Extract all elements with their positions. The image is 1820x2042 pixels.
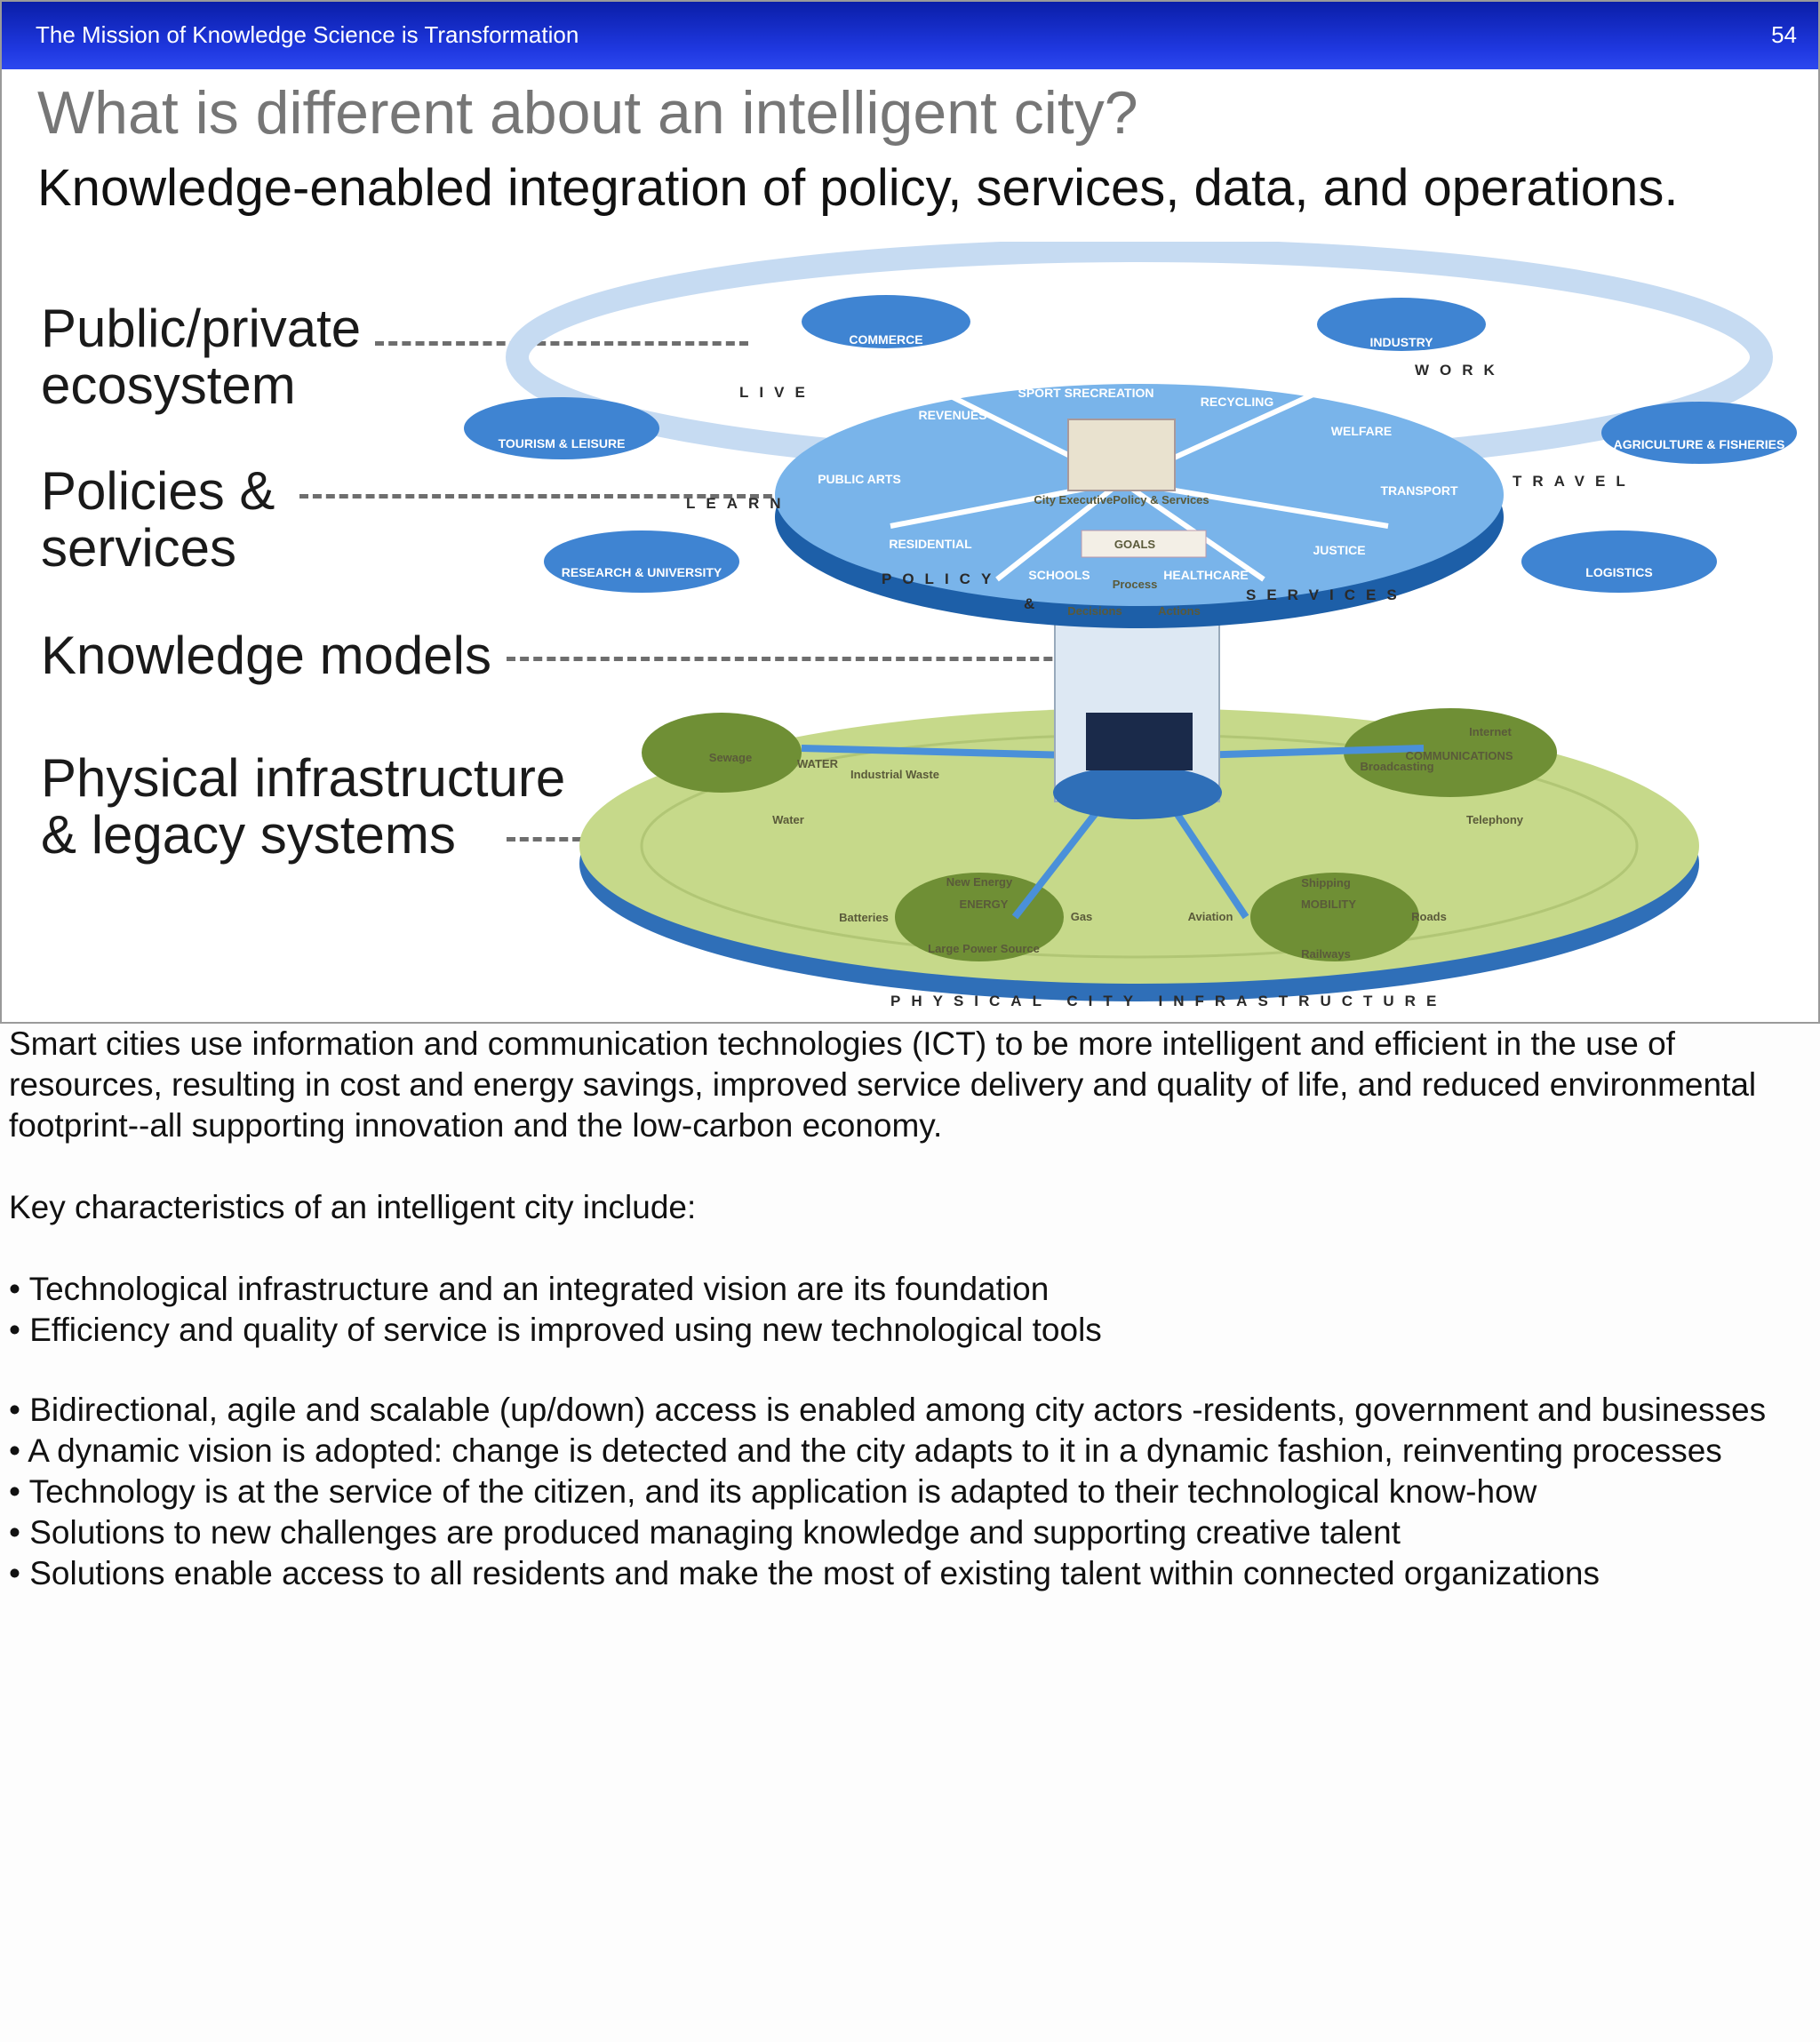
notes-intro: Smart cities use information and communication technologies (ICT) to be more intelligent and efficient in the use of resources, resulting in cost and energy savings, improved service delivery and quality of life, and reduced environmental footprint--all supporting innovation and the low-carbon economy.: [9, 1025, 1757, 1144]
ring-word-work: WORK: [1415, 362, 1505, 379]
label-ecosystem: [41, 300, 361, 414]
ring-word-learn: LEARN: [686, 495, 792, 512]
infra-roads: Roads: [1411, 910, 1447, 923]
center-process: Process: [1112, 578, 1158, 591]
slide-subtitle: Knowledge-enabled integration of policy, services, data, and operations.: [37, 159, 1679, 217]
policy-schools: SCHOOLS: [1028, 568, 1090, 582]
infra-internet: Internet: [1469, 725, 1512, 738]
infra-water: Water: [772, 813, 804, 826]
node-research-university: RESEARCH & UNIVERSITY: [561, 565, 722, 579]
smart-city-diagram-svg: [446, 242, 1820, 1024]
infra-telephony: Telephony: [1465, 813, 1524, 826]
center-goals: GOALS: [1114, 538, 1156, 551]
notes-bullet: • Solutions enable access to all residents and make the most of existing talent within connected organizations: [9, 1555, 1600, 1591]
header-title: The Mission of Knowledge Science is Transformation: [36, 21, 579, 48]
policy-public-arts: PUBLIC ARTS: [818, 472, 901, 486]
infra-batteries: Batteries: [839, 911, 889, 924]
label-physical-line1: Physical infrastructure: [41, 748, 566, 808]
server-icon: [1086, 713, 1193, 770]
infra-rim-label: PHYSICAL CITY INFRASTRUCTURE: [890, 993, 1448, 1009]
label-ecosystem-line1: Public/private: [41, 299, 362, 358]
center-actions: Actions: [1158, 604, 1201, 618]
city-hall-icon: [1068, 419, 1175, 491]
notes-bullet: • Technology is at the service of the citizen, and its application is adapted to their technological know-how: [9, 1473, 1537, 1510]
infra-shipping: Shipping: [1301, 876, 1351, 889]
infra-mobility: MOBILITY: [1300, 897, 1357, 911]
center-decisions: Decisions: [1067, 604, 1122, 618]
notes-bullet: • Technological infrastructure and an integrated vision are its foundation: [9, 1271, 1050, 1307]
policy-sport-recreation: SPORT SRECREATION: [1018, 386, 1154, 400]
infra-industrial-waste: Industrial Waste: [850, 768, 939, 781]
policy-welfare: WELFARE: [1330, 424, 1393, 438]
label-ecosystem-line2: ecosystem: [41, 355, 296, 415]
notes-bullet: • Efficiency and quality of service is improved using new technological tools: [9, 1312, 1102, 1348]
label-policies-line2: services: [41, 518, 237, 578]
ring-word-travel: TRAVEL: [1513, 473, 1636, 490]
infra-large-power-source: Large Power Source: [928, 942, 1040, 955]
page-number: 54: [1771, 21, 1797, 48]
label-policies: [41, 463, 275, 577]
policy-revenues: REVENUES: [918, 408, 987, 422]
policy-recycling: RECYCLING: [1200, 395, 1274, 409]
policy-rim-amp: &: [1024, 595, 1046, 612]
label-policies-line1: Policies &: [41, 461, 275, 521]
node-tourism-leisure: TOURISM & LEISURE: [498, 436, 626, 451]
label-knowledge-models: Knowledge models: [41, 626, 491, 685]
infra-new-energy: New Energy: [946, 875, 1013, 889]
speaker-notes: [9, 1024, 1813, 1594]
notes-bullet: • A dynamic vision is adopted: change is detected and the city adapts to it in a dynamic fashion, reinventing processes: [9, 1432, 1722, 1469]
infra-railways: Railways: [1301, 947, 1351, 961]
center-label: City ExecutivePolicy & Services: [1034, 493, 1209, 507]
infra-water-cluster: WATER: [797, 757, 838, 770]
node-commerce: COMMERCE: [849, 332, 923, 347]
smart-city-diagram: [446, 242, 1820, 1024]
infra-sewage: Sewage: [708, 751, 753, 764]
node-industry: INDUSTRY: [1369, 335, 1433, 349]
pillar-base: [1053, 766, 1222, 819]
notes-bullet: • Solutions to new challenges are produced managing knowledge and supporting creative talent: [9, 1514, 1401, 1551]
notes-key-heading: Key characteristics of an intelligent city include:: [9, 1189, 697, 1225]
slide-header-bar: [2, 2, 1820, 69]
infra-aviation: Aviation: [1187, 910, 1233, 923]
policy-rim-services: SERVICES: [1246, 586, 1408, 603]
policy-healthcare: HEALTHCARE: [1163, 568, 1249, 582]
slide-title: What is different about an intelligent city?: [37, 79, 1138, 147]
notes-bullet: • Bidirectional, agile and scalable (up/down) access is enabled among city actors -residents, government and businesses: [9, 1392, 1767, 1428]
policy-rim-policy: POLICY: [882, 570, 1002, 587]
infra-broadcasting: Broadcasting: [1360, 760, 1434, 773]
policy-justice: JUSTICE: [1313, 543, 1366, 557]
node-agriculture-fisheries: AGRICULTURE & FISHERIES: [1613, 437, 1785, 451]
policy-residential: RESIDENTIAL: [889, 537, 972, 551]
infra-gas: Gas: [1070, 910, 1093, 923]
policy-transport: TRANSPORT: [1380, 483, 1458, 498]
infra-energy: ENERGY: [959, 897, 1009, 911]
infra-communications: COMMUNICATIONS: [1405, 749, 1513, 762]
ring-word-live: LIVE: [739, 384, 816, 401]
label-physical-line2: & legacy systems: [41, 805, 456, 865]
node-logistics: LOGISTICS: [1585, 565, 1653, 579]
